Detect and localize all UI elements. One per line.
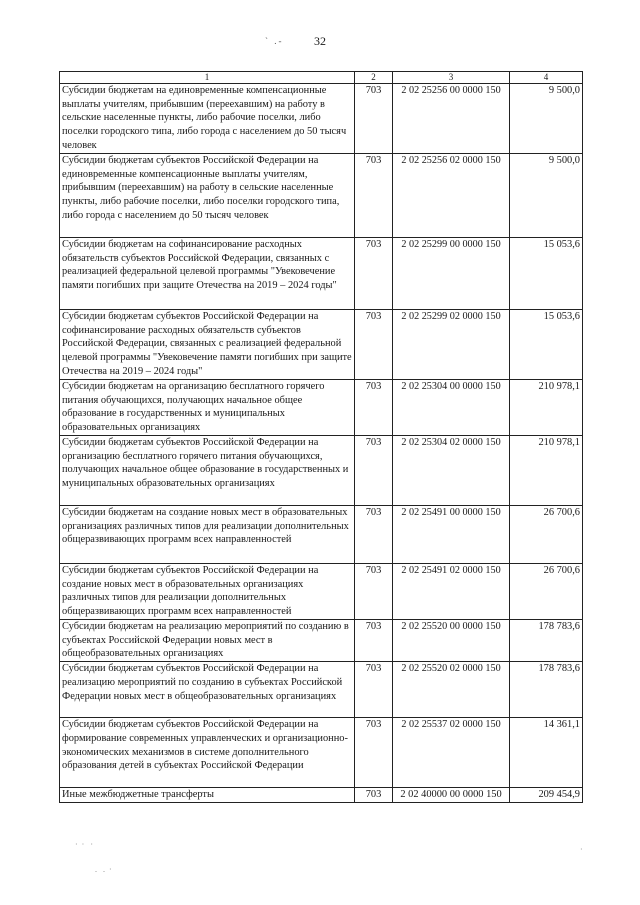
row-name: Субсидии бюджетам на организацию бесплатного горячего питания обучающихся, получающих начальное общее образование в государственных и муниципальных образовательных организациях (60, 380, 355, 436)
row-amount: 9 500,0 (510, 84, 583, 154)
row-name: Субсидии бюджетам субъектов Российской Федерации на создание новых мест в образовательных организациях различных типов для реализации дополнительных общеразвивающих программ всех направленностей (60, 564, 355, 620)
table-row (60, 788, 583, 803)
row-code: 703 (355, 436, 393, 506)
row-amount: 15 053,6 (510, 310, 583, 380)
row-amount: 178 783,6 (510, 620, 583, 662)
table-row (60, 506, 583, 564)
table-row (60, 564, 583, 620)
table-row (60, 154, 583, 238)
header-col-3: 3 (393, 72, 510, 84)
row-kbk: 2 02 25491 02 0000 150 (393, 564, 510, 620)
table-row (60, 380, 583, 436)
row-name: Субсидии бюджетам субъектов Российской Федерации на организацию бесплатного горячего питания обучающихся, получающих начальное общее образование в государственных и муниципальных образовательных организациях (60, 436, 355, 506)
row-amount: 178 783,6 (510, 662, 583, 718)
row-code: 703 (355, 564, 393, 620)
row-name: Субсидии бюджетам субъектов Российской Федерации на реализацию мероприятий по созданию в субъектах Российской Федерации новых мест в общеобразовательных организациях (60, 662, 355, 718)
row-kbk: 2 02 25491 00 0000 150 (393, 506, 510, 564)
row-amount: 210 978,1 (510, 436, 583, 506)
row-amount: 26 700,6 (510, 564, 583, 620)
row-name: Субсидии бюджетам субъектов Российской Федерации на софинансирование расходных обязательств субъектов Российской Федерации, связанных с реализацией федеральной целевой программы "Увековечение памяти погибших при защите Отечества на 2019 – 2024 годы" (60, 310, 355, 380)
scan-speck: ` .- (265, 36, 284, 46)
scan-dot: . . · (95, 865, 112, 874)
table-row (60, 436, 583, 506)
row-code: 703 (355, 620, 393, 662)
budget-table (59, 71, 583, 803)
row-kbk: 2 02 25520 00 0000 150 (393, 620, 510, 662)
row-kbk: 2 02 25304 00 0000 150 (393, 380, 510, 436)
row-kbk: 2 02 25256 02 0000 150 (393, 154, 510, 238)
header-row (60, 72, 583, 84)
row-name: Иные межбюджетные трансферты (60, 788, 355, 803)
row-code: 703 (355, 84, 393, 154)
scan-dot: · (580, 845, 583, 854)
row-code: 703 (355, 662, 393, 718)
row-name: Субсидии бюджетам субъектов Российской Федерации на единовременные компенсационные выплаты учителям, прибывшим (переехавшим) на работу в сельские населенные пункты, либо рабочие поселки, либо поселки городского типа, либо города с населением до 50 тысяч человек (60, 154, 355, 238)
row-code: 703 (355, 154, 393, 238)
row-name: Субсидии бюджетам на реализацию мероприятий по созданию в субъектах Российской Федерации новых мест в общеобразовательных организациях (60, 620, 355, 662)
table-row (60, 84, 583, 154)
table-row (60, 718, 583, 788)
row-name: Субсидии бюджетам субъектов Российской Федерации на формирование современных управленческих и организационно-экономических механизмов в системе дополнительного образования детей в субъектах Российской Федерации (60, 718, 355, 788)
row-code: 703 (355, 788, 393, 803)
row-kbk: 2 02 25256 00 0000 150 (393, 84, 510, 154)
row-amount: 26 700,6 (510, 506, 583, 564)
table-row (60, 310, 583, 380)
header-col-2: 2 (355, 72, 393, 84)
row-amount: 15 053,6 (510, 238, 583, 310)
row-amount: 9 500,0 (510, 154, 583, 238)
row-name: Субсидии бюджетам на создание новых мест в образовательных организациях различных типов для реализации дополнительных общеразвивающих программ всех направленностей (60, 506, 355, 564)
row-amount: 209 454,9 (510, 788, 583, 803)
row-amount: 210 978,1 (510, 380, 583, 436)
table-row (60, 620, 583, 662)
row-kbk: 2 02 25299 00 0000 150 (393, 238, 510, 310)
row-amount: 14 361,1 (510, 718, 583, 788)
row-kbk: 2 02 40000 00 0000 150 (393, 788, 510, 803)
page-number: 32 (314, 34, 326, 48)
row-kbk: 2 02 25520 02 0000 150 (393, 662, 510, 718)
table-row (60, 662, 583, 718)
row-name: Субсидии бюджетам на софинансирование расходных обязательств субъектов Российской Федерации, связанных с реализацией федеральной целевой программы "Увековечение памяти погибших при защите Отечества на 2019 – 2024 годы" (60, 238, 355, 310)
row-code: 703 (355, 506, 393, 564)
header-col-4: 4 (510, 72, 583, 84)
scan-dot: · · · (75, 840, 93, 849)
row-code: 703 (355, 718, 393, 788)
table-row (60, 238, 583, 310)
header-col-1: 1 (60, 72, 355, 84)
row-name: Субсидии бюджетам на единовременные компенсационные выплаты учителям, прибывшим (переехавшим) на работу в сельские населенные пункты, либо рабочие поселки, либо поселки городского типа, либо города с населением до 50 тысяч человек (60, 84, 355, 154)
row-kbk: 2 02 25304 02 0000 150 (393, 436, 510, 506)
row-code: 703 (355, 238, 393, 310)
row-code: 703 (355, 310, 393, 380)
row-kbk: 2 02 25537 02 0000 150 (393, 718, 510, 788)
row-code: 703 (355, 380, 393, 436)
row-kbk: 2 02 25299 02 0000 150 (393, 310, 510, 380)
